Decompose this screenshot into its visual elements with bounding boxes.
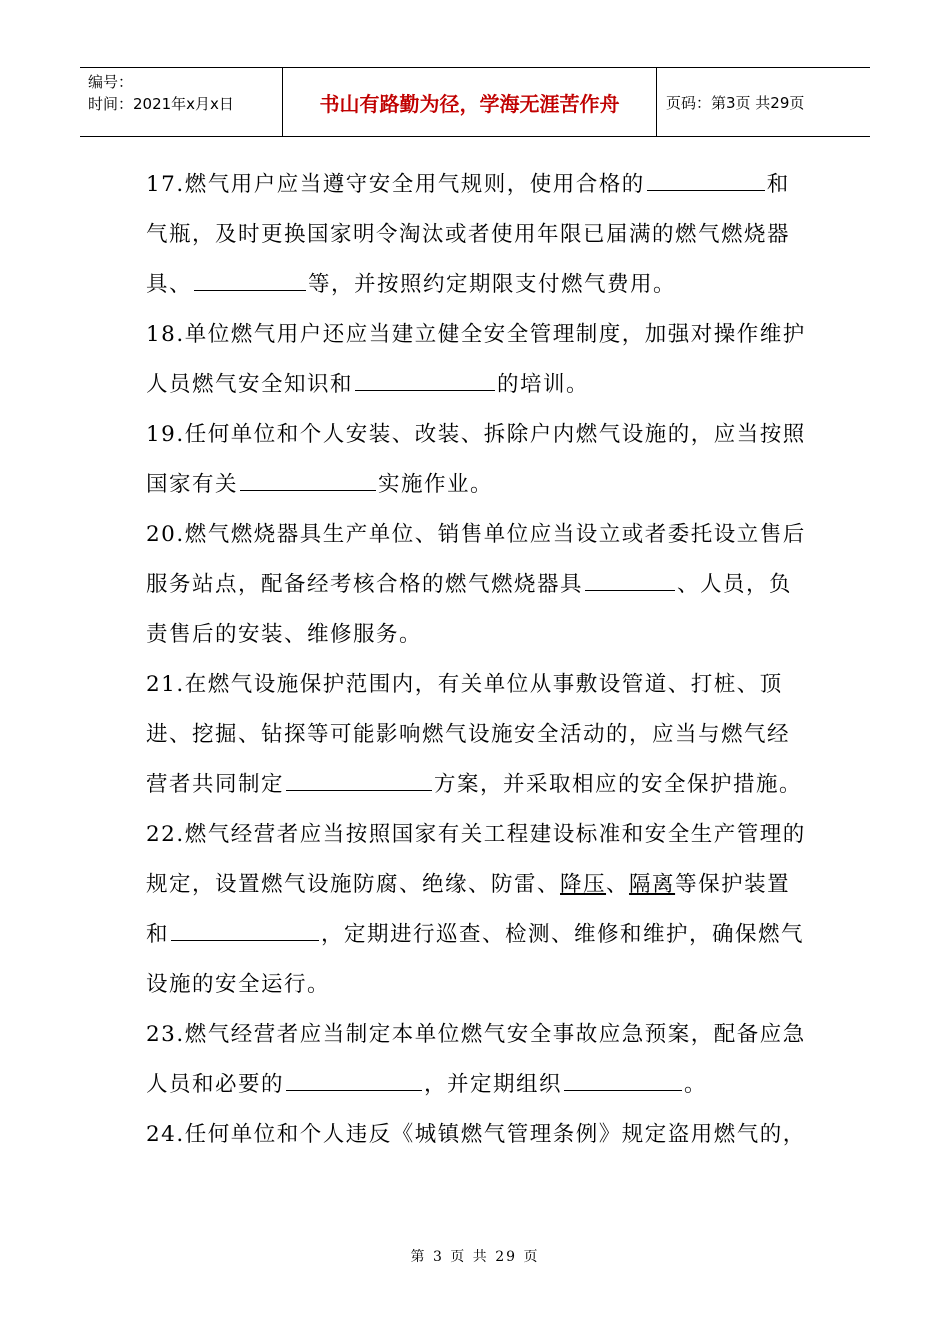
fill-blank[interactable] <box>355 362 495 391</box>
question-21 <box>146 660 806 810</box>
question-text: 23.燃气经营者应当制定本单位燃气安全事故应急预案，配备应急人员和必要的 <box>146 1022 806 1097</box>
question-text: 、 <box>606 872 630 897</box>
number-label: 编号： <box>88 73 134 91</box>
underlined-term: 隔离 <box>629 872 676 897</box>
document-body <box>146 160 806 1160</box>
question-text: ，定期进行巡查、检测、维修和维护，确保燃气设施的安全运行。 <box>146 922 805 997</box>
underlined-term: 降压 <box>560 872 607 897</box>
fill-blank[interactable] <box>286 1062 422 1091</box>
question-22 <box>146 810 806 1010</box>
question-24 <box>146 1110 806 1160</box>
page-header <box>80 67 870 137</box>
question-text: 21.在燃气设施保护范围内，有关单位从事敷设管道、打桩、顶进、挖掘、钻探等可能影响燃气设施安全活动的，应当与燃气经营者共同制定 <box>146 672 791 797</box>
page-footer: 第 3 页 共 29 页 <box>410 1249 540 1265</box>
fill-blank[interactable] <box>194 262 306 291</box>
question-text: 。 <box>684 1072 708 1097</box>
header-page-info: 页码：第3页 共29页 <box>666 93 805 112</box>
fill-blank[interactable] <box>585 562 675 591</box>
question-text: 20.燃气燃烧器具生产单位、销售单位应当设立或者委托设立售后服务站点，配备经考核合格的燃气燃烧器具 <box>146 522 806 597</box>
question-17 <box>146 160 806 310</box>
question-text: ，并定期组织 <box>424 1072 563 1097</box>
question-20 <box>146 510 806 660</box>
question-text: 18.单位燃气用户还应当建立健全安全管理制度，加强对操作维护人员燃气安全知识和 <box>146 322 806 397</box>
question-19 <box>146 410 806 510</box>
question-23 <box>146 1010 806 1110</box>
question-text: 、人员，负责售后的安装、维修服务。 <box>146 572 793 647</box>
question-text: 和气瓶，及时更换国家明令淘汰或者使用年限已届满的燃气燃烧器具、 <box>146 172 791 297</box>
question-text: 24.任何单位和个人违反《城镇燃气管理条例》规定盗用燃气的， <box>146 1122 806 1147</box>
question-text: 方案，并采取相应的安全保护措施。 <box>434 772 803 797</box>
question-text: 22.燃气经营者应当按照国家有关工程建设标准和安全生产管理的规定，设置燃气设施防腐、绝缘、防雷、 <box>146 822 806 897</box>
question-text: 实施作业。 <box>378 472 494 497</box>
question-18 <box>146 310 806 410</box>
fill-blank[interactable] <box>240 462 376 491</box>
fill-blank[interactable] <box>286 762 432 791</box>
question-text: 的培训。 <box>497 372 590 397</box>
question-text: 19.任何单位和个人安装、改装、拆除户内燃气设施的，应当按照国家有关 <box>146 422 806 497</box>
date-label: 时间：2021年x月x日 <box>88 95 234 113</box>
fill-blank[interactable] <box>564 1062 682 1091</box>
question-text: 等保护装置和 <box>146 872 791 947</box>
header-motto <box>283 68 657 136</box>
header-meta <box>80 68 283 136</box>
fill-blank[interactable] <box>171 912 319 941</box>
question-text: 等，并按照约定期限支付燃气费用。 <box>308 272 677 297</box>
motto-text: 书山有路勤为径，学海无涯苦作舟 <box>319 91 620 116</box>
question-text: 17.燃气用户应当遵守安全用气规则，使用合格的 <box>146 172 645 197</box>
fill-blank[interactable] <box>647 162 765 191</box>
